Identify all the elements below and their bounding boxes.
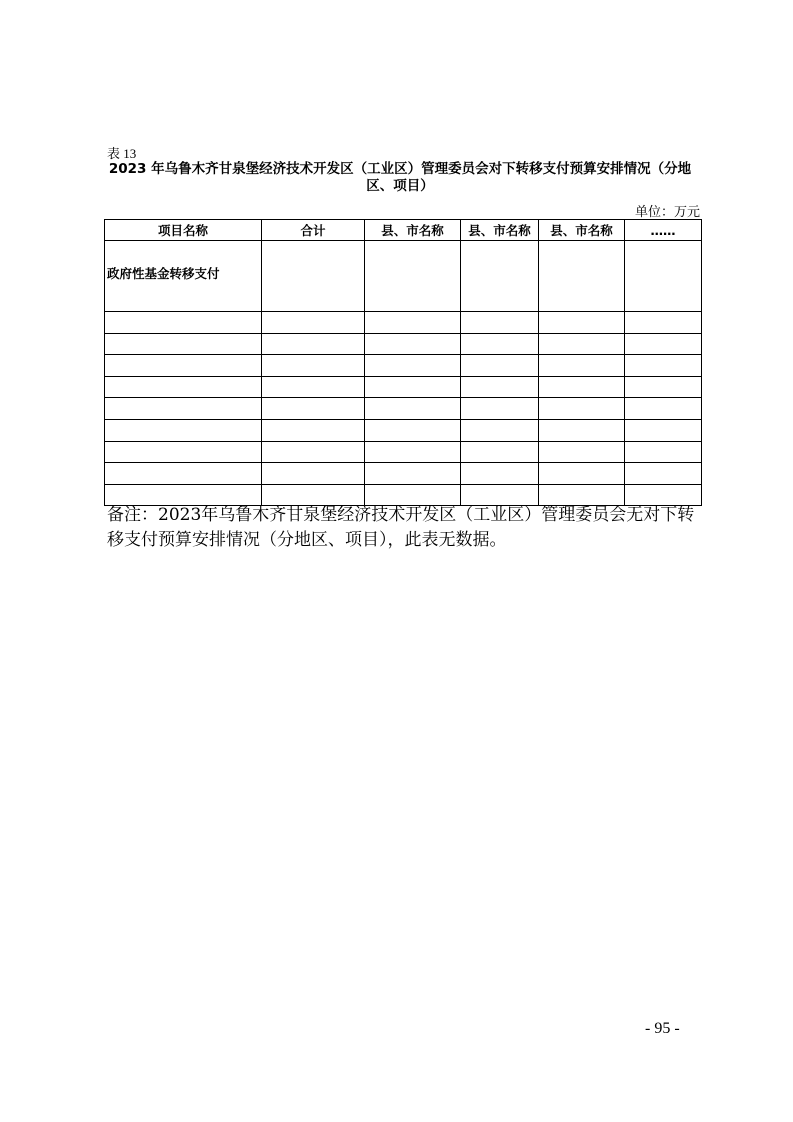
table-cell <box>461 241 539 312</box>
table-cell <box>461 463 539 485</box>
page-number: - 95 - <box>645 1020 680 1037</box>
table-cell <box>262 419 365 441</box>
table-cell <box>105 419 262 441</box>
table-cell <box>625 463 702 485</box>
table-cell <box>365 241 461 312</box>
column-header-county-1: 县、市名称 <box>365 220 461 241</box>
table-row <box>105 376 702 398</box>
column-header-item-name: 项目名称 <box>105 220 262 241</box>
table-cell <box>461 376 539 398</box>
table-cell <box>461 355 539 377</box>
column-header-ellipsis: …… <box>625 220 702 241</box>
budget-table <box>104 219 702 506</box>
table-label: 表 13 <box>107 146 137 161</box>
table-row <box>105 463 702 485</box>
column-header-county-2: 县、市名称 <box>461 220 539 241</box>
table-row <box>105 419 702 441</box>
table-cell <box>625 419 702 441</box>
table-row <box>105 398 702 420</box>
table-cell <box>539 398 625 420</box>
note-text: 备注：2023年乌鲁木齐甘泉堡经济技术开发区（工业区）管理委员会无对下转移支付预算安排情况（分地区、项目），此表无数据。 <box>107 505 695 550</box>
table-cell <box>105 441 262 463</box>
table-cell <box>105 398 262 420</box>
table-cell <box>461 333 539 355</box>
table-cell <box>365 419 461 441</box>
table-cell <box>539 441 625 463</box>
table-cell <box>625 398 702 420</box>
table-cell <box>262 441 365 463</box>
column-header-county-3: 县、市名称 <box>539 220 625 241</box>
table-cell <box>262 312 365 334</box>
table-cell <box>625 355 702 377</box>
table-cell <box>539 355 625 377</box>
table-cell <box>539 376 625 398</box>
table-row <box>105 241 702 312</box>
table-cell <box>262 376 365 398</box>
table-row <box>105 312 702 334</box>
table-cell <box>365 355 461 377</box>
table-cell <box>105 463 262 485</box>
table-cell <box>461 398 539 420</box>
table-cell <box>262 355 365 377</box>
table-cell <box>539 463 625 485</box>
table-cell <box>625 441 702 463</box>
table-cell <box>461 419 539 441</box>
table-cell <box>105 333 262 355</box>
table-cell <box>105 312 262 334</box>
table-row <box>105 441 702 463</box>
table-cell <box>365 441 461 463</box>
table-cell <box>539 241 625 312</box>
table-cell <box>539 419 625 441</box>
table-cell <box>625 241 702 312</box>
table-cell <box>539 312 625 334</box>
table-row <box>105 333 702 355</box>
table-cell <box>365 376 461 398</box>
document-title: 2023 年乌鲁木齐甘泉堡经济技术开发区（工业区）管理委员会对下转移支付预算安排情况（分地区、项目） <box>108 161 692 194</box>
table-cell <box>461 441 539 463</box>
row-label-government-fund-transfer: 政府性基金转移支付 <box>105 241 262 312</box>
table-cell <box>262 241 365 312</box>
table-cell <box>539 333 625 355</box>
table-cell <box>262 398 365 420</box>
table-cell <box>365 463 461 485</box>
table-cell <box>461 312 539 334</box>
table-cell <box>365 333 461 355</box>
column-header-total: 合计 <box>262 220 365 241</box>
table-cell <box>365 398 461 420</box>
table-header-row <box>105 220 702 241</box>
table-cell <box>365 312 461 334</box>
table-cell <box>262 333 365 355</box>
table-row <box>105 355 702 377</box>
table-cell <box>262 463 365 485</box>
table-cell <box>105 355 262 377</box>
table-cell <box>625 333 702 355</box>
table-cell <box>105 376 262 398</box>
table-cell <box>625 312 702 334</box>
unit-label: 单位：万元 <box>634 205 700 220</box>
table-cell <box>625 376 702 398</box>
